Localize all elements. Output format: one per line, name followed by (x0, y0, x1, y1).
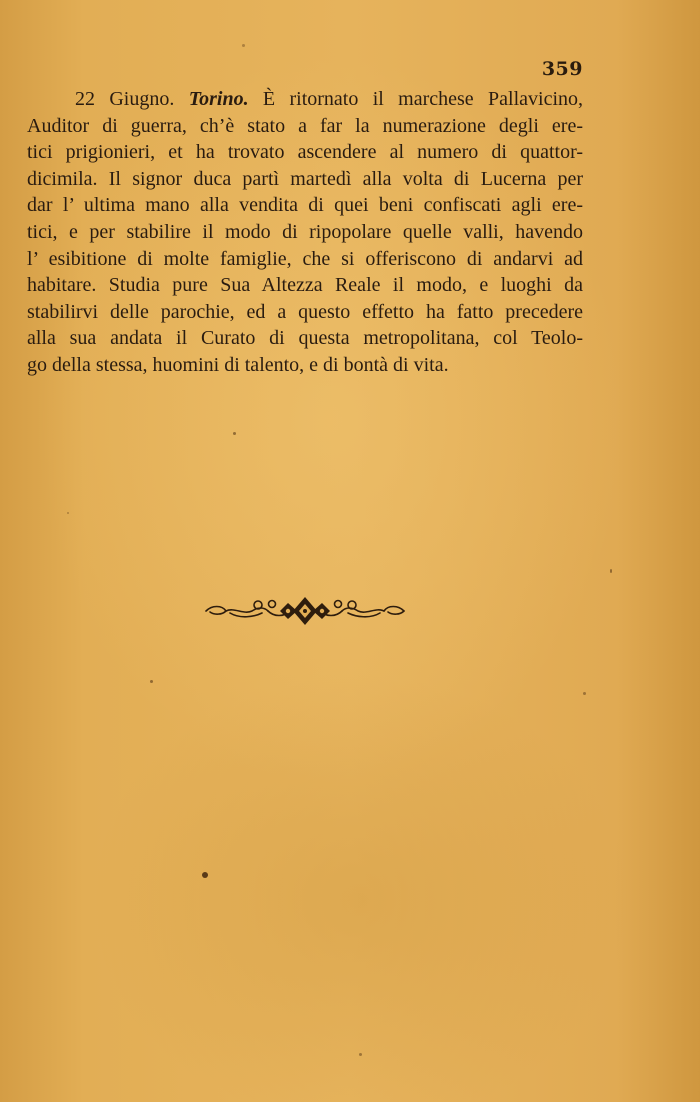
paper-speck (242, 44, 245, 47)
text-line: go della stessa, huomini di talento, e di bontà di vita. (27, 353, 449, 376)
text-line: Auditor di guerra, ch’è stato a far la numerazione degli ere- (27, 114, 583, 137)
text-line (27, 86, 583, 113)
text-line: tici prigionieri, et ha trovato ascendere al numero di quattor- (27, 141, 583, 164)
place-text: Torino. (188, 88, 249, 110)
paper-speck (610, 569, 612, 573)
floral-ornament-icon (200, 593, 410, 629)
line-text: È ritornato il marchese Pallavicino, (248, 88, 584, 110)
paper-speck (233, 432, 236, 435)
date-text: 22 Giugno. (75, 88, 189, 110)
paper-speck (67, 512, 69, 514)
text-line: l’ esibitione di molte famiglie, che si offeriscono di andarvi ad (27, 247, 583, 270)
text-line: dicimila. Il signor duca partì martedì alla volta di Lucerna per (27, 167, 583, 190)
paper-speck (150, 680, 153, 683)
text-line: tici, e per stabilire il modo di ripopolare quelle valli, havendo (27, 220, 583, 243)
text-line: stabilirvi delle parochie, ed a questo effetto ha fatto precedere (27, 300, 583, 323)
text-line: alla sua andata il Curato di questa metropolitana, col Teolo- (27, 327, 583, 350)
paper-speck (583, 692, 586, 695)
paper-speck (359, 1053, 362, 1056)
text-line: dar l’ ultima mano alla vendita di quei beni confiscati agli ere- (27, 194, 583, 217)
text-line: habitare. Studia pure Sua Altezza Reale il modo, e luoghi da (27, 274, 583, 297)
body-paragraph (27, 86, 583, 379)
page-number: 359 (541, 58, 583, 80)
paper-speck (202, 872, 208, 878)
